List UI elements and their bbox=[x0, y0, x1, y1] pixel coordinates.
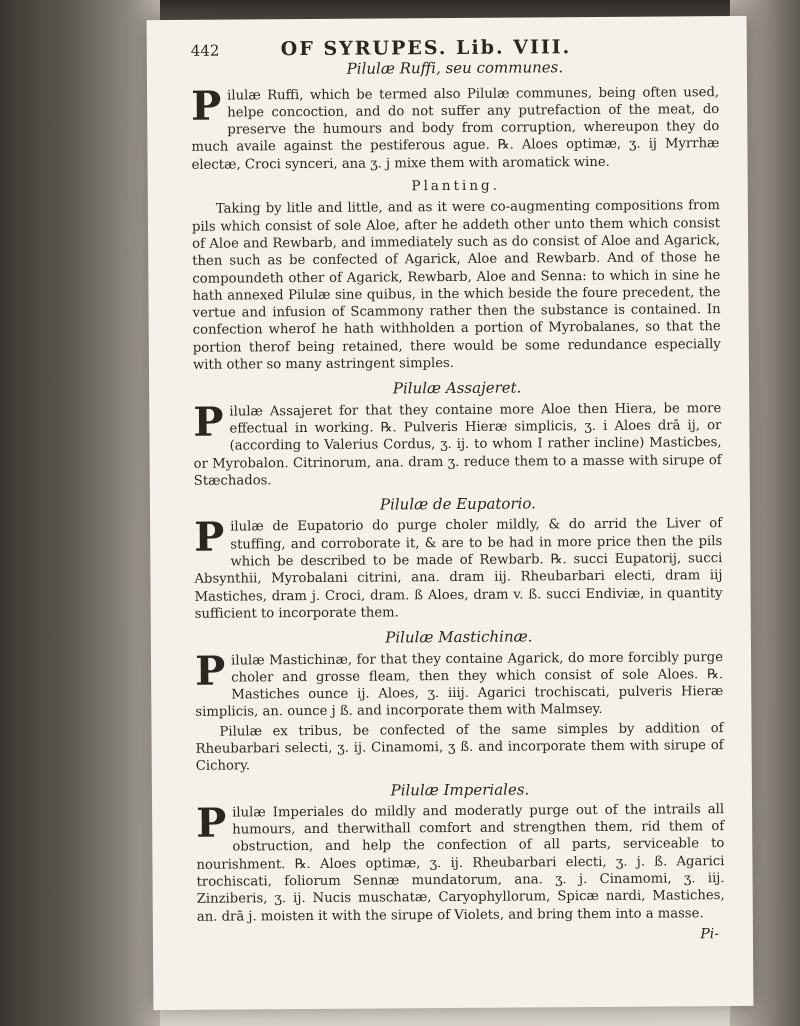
paragraph-text: ilulæ Ruffi, which be termed also Pilulæ communes, being often used, helpe concoction, and do not suffer any putrefaction of the meat, do preserve the humours and body from corruption, whereupon they do much availe against the pestiferous ague. ℞. Aloes optimæ, ʒ. ij Myrrhæ electæ, Croci synceri, ana ʒ. j mixe them with aromatick wine. bbox=[191, 84, 720, 173]
page-number: 442 bbox=[190, 41, 220, 60]
paragraph-eupatorio bbox=[194, 513, 723, 623]
running-head bbox=[191, 38, 719, 60]
paragraph-text: ilulæ de Eupatorio do purge choler mildly, & do arrid the Liver of stuffing, and corroborate it, & are to be had in more price then the pils which be described to be made of Rewbarb. ℞. succi Eupatorij, succi Absynthii, Myrobalani citrini, ana. dram iij. Rheubarbari electi, dram iij Mastiches, dram j. Croci, dram. ß Aloes, dram v. ß. succi Endiviæ, in quantity sufficient to incorporate them. bbox=[194, 516, 723, 622]
dropcap: P bbox=[190, 82, 222, 130]
paragraph-ruffi bbox=[191, 84, 720, 174]
paragraph-planting: Taking by litle and little, and as it were co-augmenting compositions from pils which consist of sole Aloe, after he addeth other unto them which consist of Aloe and Rewbarb, and immediately such as do consist of Aloe and Agarick, then such as be confected of Agarick, Aloe and Rewbarb. And of those he compoundeth other of Agarick, Rewbarb, Aloe and Senna: to which in sine he hath annexed Pilulæ sine quibus, in the which beside the foure precedent, the vertue and infusion of Scammony rather then the substance is contained. In confection wherof he hath withholden a portion of Myrobalanes, so that the portion therof being retained, there would be some redundance especially with other so many astringent simples. bbox=[191, 198, 721, 373]
section-heading-imperiales: Pilulæ Imperiales. bbox=[390, 780, 530, 799]
section-heading-eupatorio: Pilulæ de Eupatorio. bbox=[379, 494, 536, 514]
section-heading-planting: Planting. bbox=[411, 177, 501, 195]
section-heading-mastichina: Pilulæ Mastichinæ. bbox=[385, 627, 533, 647]
page-content bbox=[191, 38, 725, 947]
running-title: OF SYRUPES. Lib. VIII. bbox=[280, 36, 572, 61]
catchword: Pi- bbox=[700, 926, 720, 943]
paragraph-mastichina bbox=[195, 649, 723, 722]
dropcap: P bbox=[193, 398, 224, 446]
subtitle: Pilulæ Ruffi, seu communes. bbox=[346, 58, 564, 79]
paragraph-text: ilulæ Imperiales do mildly and moderatly purge out of the intrails all humours, and therwithall comfort and strengthen them, rid them of obstruction, and help the confection of all parts, serviceable to nourishment. ℞. Aloes optimæ, ʒ. ij. Rheubarbari electi, ʒ. j. ß. Agarici trochiscati, foliorum Sennæ mundatorum, ana. ʒ. j. Cinamomi, ʒ. iij. Zinziberis, ʒ. ij. Nucis muschatæ, Caryophyllorum, Spicæ nardi, Mastiches, an. drā j. moisten it with the sirupe of Violets, and bring them into a masse. bbox=[196, 801, 725, 925]
paragraph-text: ilulæ Mastichinæ, for that they containe Agarick, do more forcibly purge choler and grosse fleam, then they which consist of sole Aloes. ℞. Mastiches ounce ij. Aloes, ʒ. iiij. Agarici trochiscati, pulveris Hieræ simplicis, an. ounce j ß. and incorporate them with Malmsey. bbox=[195, 649, 724, 721]
paragraph-imperiales bbox=[196, 801, 725, 926]
book-page bbox=[147, 16, 754, 1010]
paragraph-assajeret bbox=[193, 400, 722, 490]
scan-backdrop-left bbox=[0, 0, 160, 1026]
dropcap: P bbox=[194, 647, 226, 695]
paragraph-ex-tribus: Pilulæ ex tribus, be confected of the same simples by addition of Rheubarbari selecti, ʒ. ij. Cinamomi, ʒ ß. and incorporate them with sirupe of Cichory. bbox=[195, 720, 724, 775]
paragraph-text: ilulæ Assajeret for that they containe more Aloe then Hiera, be more effectual in working. ℞. Pulveris Hieræ simplicis, ʒ. i Aloes drā ij, or (according to Valerius Cordus, ʒ. ij. to whom I rather incline) Masticbes, or Myrobalon. Citrinorum, ana. dram ʒ. reduce them to a masse with sirupe of Stæchados. bbox=[193, 400, 722, 489]
dropcap: P bbox=[195, 799, 227, 847]
section-heading-assajeret: Pilulæ Assajeret. bbox=[392, 378, 522, 398]
dropcap: P bbox=[194, 513, 225, 562]
